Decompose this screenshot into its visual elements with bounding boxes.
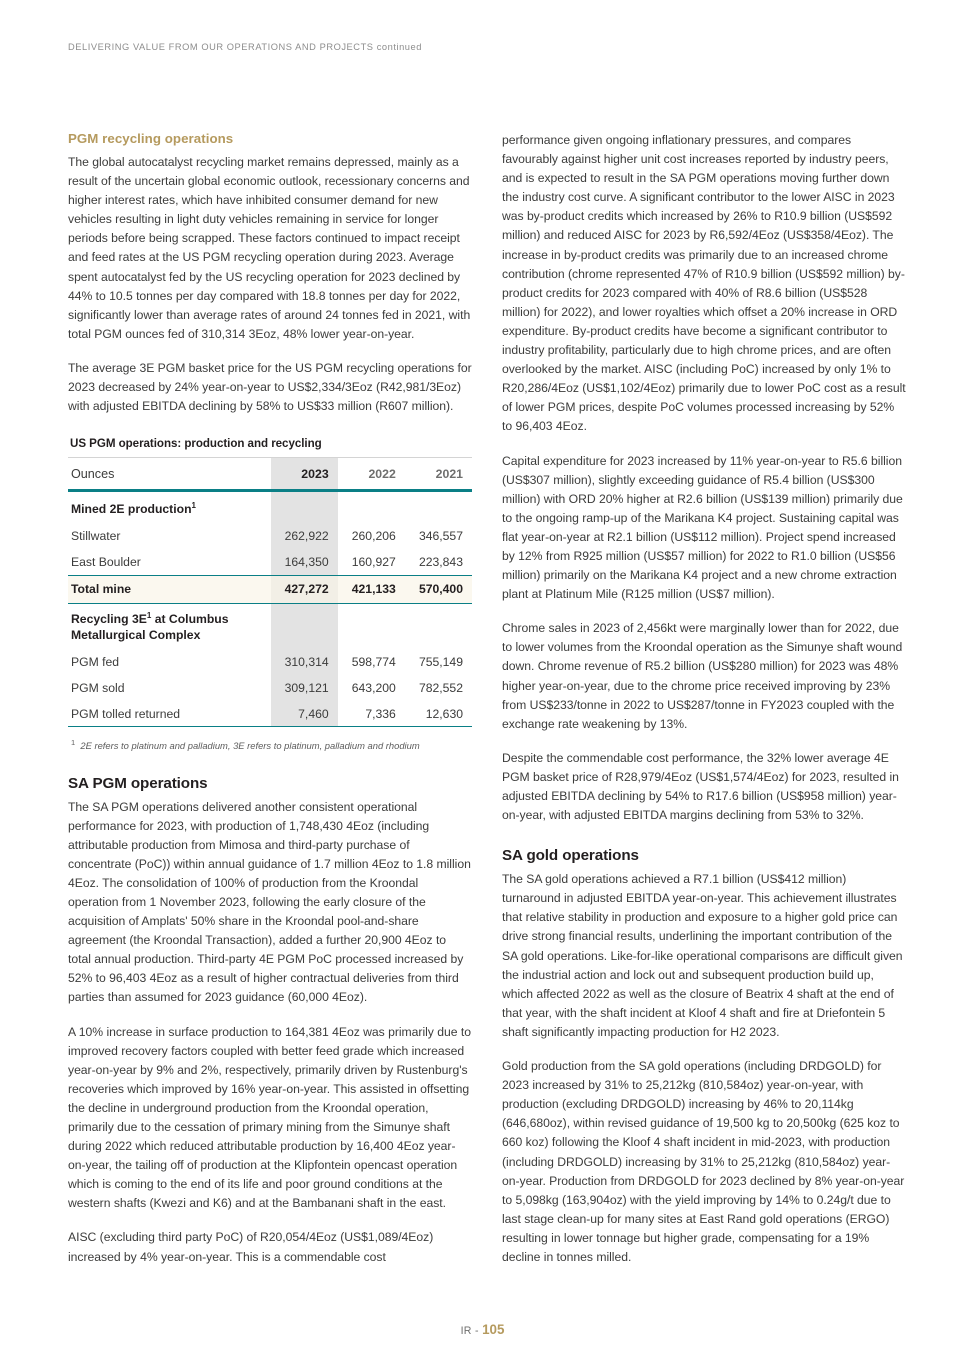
table-row [68, 549, 472, 575]
page-footer [0, 1322, 965, 1337]
table-row-total-mine [68, 575, 472, 603]
group-label-line1-rest: at Columbus [151, 612, 229, 627]
cell-pgm-fed-2023: 310,314 [271, 650, 338, 676]
paragraph-sa-gold-production: Gold production from the SA gold operations (including DRDGOLD) for 2023 increased by 31% to 25,212kg (810,584oz) year-on-year, with production (excluding DRDGOLD) increasing by 46% to 20,114kg (646,680oz), within revised guidance of 19,500 kg to 20,500kg (625 koz to 660 koz) following the Kloof 4 shaft incident in mid-2023, with production (including DRDGOLD) increasing by 31% to 25,212kg (810,584oz) year-on-year. Production from DRDGOLD for 2023 declined by 8% year-on-year to 5,098kg (163,904oz) with the yield improving by 14% to 0.24g/t due to last stage clean-up for many sites at East Rand gold operations (ERGO) resulting in lower tonnage but higher grade, compensating for a 19% decline in tonnes milled. [502, 1059, 905, 1264]
cell-total-mine-2021: 570,400 [405, 575, 472, 603]
cell-total-mine-2023: 427,272 [271, 575, 338, 603]
cell-pgm-sold-2022: 643,200 [351, 680, 396, 695]
paragraph-chrome-sales: Chrome sales in 2023 of 2,456kt were marginally lower than for 2022, due to lower volumes from the Kroondal operation as the Simunye shaft wound down. Chrome revenue of R5.2 billion (US$280 million) for 2023 was 48% higher year-on-year, due to the chrome price received improving by 23% from US$233/tonne in 2022 to US$287/tonne in FY2023 coupled with the exchange rate weakening by 13%. [502, 621, 903, 731]
paragraph-capital-expenditure: Capital expenditure for 2023 increased by 11% year-on-year to R5.6 billion (US$307 million), slightly exceeding guidance of R5.4 billion (US$300 million) with ORD 20% higher at R2.6 billion (US$139 million) primarily due to the ongoing ramp-up of the Marikana K4 project. Sustaining capital was flat year-on-year at R2.1 billion (US$112 million). Project spend increased by 12% from R925 million (US$57 million) for 2022 to R1.0 billion (US$56 million) primarily on the Marikana K4 project and a new chrome extraction plant at Platinum Mile (R125 million (US$7 million). [502, 453, 903, 602]
group-spacer [338, 603, 405, 650]
cell-stillwater-2023: 262,922 [271, 523, 338, 549]
heading-sa-gold-operations: SA gold operations [502, 847, 639, 865]
row-label-east-boulder: East Boulder [71, 554, 141, 569]
group-spacer [405, 603, 472, 650]
group-label-line1-text: Recycling 3E [71, 612, 147, 627]
table-header-year-2022: 2022 [368, 466, 396, 481]
left-column [68, 131, 472, 1267]
heading-sa-pgm-operations: SA PGM operations [68, 774, 208, 792]
cell-pgm-tolled-returned-2021: 12,630 [405, 701, 472, 727]
group-label [68, 492, 271, 524]
cell-pgm-sold-2021: 782,552 [418, 680, 463, 695]
table-title: US PGM operations: production and recycling [70, 437, 322, 451]
table-header-row [68, 458, 472, 490]
table-header-year-2021: 2021 [435, 466, 463, 481]
group-spacer [405, 492, 472, 524]
footnote-marker: 1 [146, 611, 152, 621]
paragraph-sa-gold-turnaround: The SA gold operations achieved a R7.1 billion (US$412 million) turnaround in adjusted EBITDA year-on-year. This achievement illustrates that relative stability in production and exposure to a higher gold price can drive strong financial results, underlining the important contribution of the SA gold operations. Like-for-like operational comparisons are difficult given the industrial action and lock out and subsequent production build up, which affected 2022 as well as the closure of Beatrix 4 shaft at the end of that year, with the shaft incident at Kloof 4 shaft and fire at Driefontein 5 shaft significantly impacting production for H2 2023. [502, 872, 903, 1039]
cell-total-mine-2022: 421,133 [338, 575, 405, 603]
table-body [68, 492, 472, 727]
table-header-ounces: Ounces [71, 466, 115, 481]
table-row [68, 701, 472, 727]
table-group-recycling-columbus [68, 603, 472, 650]
group-label-line1 [71, 612, 271, 628]
cell-pgm-fed-2021: 755,149 [418, 655, 463, 670]
row-label-pgm-tolled-returned: PGM tolled returned [68, 701, 271, 727]
row-label-stillwater: Stillwater [71, 529, 121, 544]
cell-stillwater-2021: 346,557 [418, 529, 463, 544]
us-pgm-operations-table-block [68, 437, 472, 752]
paragraph-adjusted-ebitda: Despite the commendable cost performance, the 32% lower average 4E PGM basket price of R28,979/4Eoz (US$1,574/4Eoz) for 2023, resulted in adjusted EBITDA declining by 54% to R17.6 billion (US$958 million) year-on-year, with adjusted EBITDA margins declining from 53% to 32%. [502, 750, 899, 823]
footer-prefix: IR - [460, 1325, 479, 1337]
table-header [68, 458, 472, 492]
row-label-pgm-fed: PGM fed [71, 655, 120, 670]
running-header: DELIVERING VALUE FROM OUR OPERATIONS AND PROJECTS continued [68, 42, 422, 52]
cell-pgm-fed-2022: 598,774 [351, 655, 396, 670]
table-header-year-2023: 2023 [271, 458, 338, 490]
group-spacer [271, 603, 338, 650]
footnote-marker: 1 [71, 738, 76, 748]
paragraph-sa-pgm-production: The SA PGM operations delivered another consistent operational performance for 2023, with production of 1,748,430 4Eoz (including attributable production from Mimosa and third-party purchase of concentrate (PoC)) within annual guidance of 1.7 million 4Eoz to 1.8 million 4Eoz. The consolidation of 100% of production from the Kroondal operation from 1 November 2023, following the early closure of the acquisition of Amplats' 50% share in the Kroondal pool-and-share agreement (the Kroondal Transaction), added a further 20,900 4Eoz to total annual production. Third-party 4E PGM PoC processed increased by 52% to 96,403 4Eoz as a result of higher contractual deliveries from third parties than assumed for 2023 guidance (60,000 4Eoz). [68, 799, 471, 1005]
page-number: 105 [482, 1322, 505, 1337]
cell-east-boulder-2023: 164,350 [271, 549, 338, 575]
paragraph-recycling-market: The global autocatalyst recycling market remains depressed, mainly as a result of the uncertain global economic outlook, recessionary concerns and higher interest rates, which have inhibited consumer demand for new vehicles resulting in light duty vehicles remaining in service for longer periods before being scrapped. These factors continued to impact receipt and feed rates at the US PGM recycling operation during 2023. Average spent autocatalyst fed by the US recycling operation for 2023 declined by 44% to 10.5 tonnes per day compared with 18.8 tonnes per day for 2022, significantly lower than average rates of around 24 tonnes fed in 2021, with total PGM ounces fed of 310,314 3Eoz, 48% lower year-on-year. [68, 155, 471, 341]
table-group-mined-2e-production [68, 492, 472, 524]
group-spacer [271, 492, 338, 524]
row-label-pgm-sold: PGM sold [71, 680, 125, 695]
table-row [68, 650, 472, 676]
paragraph-sa-pgm-surface-production: A 10% increase in surface production to 164,381 4Eoz was primarily due to improved recovery factors coupled with better feed grade which increased year-on-year by 9% and 2%, respectively, primarily driven by Rustenburg's recoveries which improved by 16% year-on-year. This assisted in offsetting the decline in underground production from the Kroondal operation, primarily due to the cessation of primary mining from the Simunye shaft during 2022 which reduced attributable production by 16,400 4Eoz year-on-year, the tailing off of production at the Klipfontein opencast operation which is coming to the end of its life and poor ground conditions at the western shafts (Kwezi and K6) and at the Bambanani shaft in the east. [68, 1024, 471, 1211]
paragraph-sa-pgm-aisc: AISC (excluding third party PoC) of R20,054/4Eoz (US$1,089/4Eoz) increased by 4% year-on-year. This is a commendable cost [68, 1230, 434, 1264]
cell-stillwater-2022: 260,206 [351, 529, 396, 544]
paragraph-cost-performance: performance given ongoing inflationary pressures, and compares favourably against higher unit cost increases reported by industry peers, and is expected to result in the SA PGM operations moving further down the industry cost curve. A significant contributor to the lower AISC in 2023 was by-product credits which increased by 26% to R10.9 billion (US$592 million) and reduced AISC for 2023 by R6,592/4Eoz (US$358/4Eoz). The increase in by-product credits was primarily due to an increased chrome contribution (chrome represented 47% of R10.9 billion (US$592 million) by-product credits for 2023 compared with 40% of R8.6 billion (US$528 million) for 2022), and lower royalties which offset a 20% increase in ORD expenditure. By-product credits have become a significant contributor to industry profitability, particularly due to high chrome prices, and are often overlooked by the market. AISC (including PoC) increased by only 1% to R20,286/4Eoz (US$1,102/4Eoz) primarily due to lower PoC cost as a result of lower PGM prices, despite PoC volumes processed increasing by 52% to 96,403 4Eoz. [502, 133, 906, 434]
cell-pgm-tolled-returned-2022: 7,336 [338, 701, 405, 727]
two-column-body [68, 131, 906, 1267]
right-column [502, 131, 906, 1267]
cell-east-boulder-2022: 160,927 [351, 554, 396, 569]
paragraph-recycling-basket-price: The average 3E PGM basket price for the US PGM recycling operations for 2023 decreased by 24% year-on-year to US$2,334/3Eoz (R42,981/3Eoz) with adjusted EBITDA declining by 58% to US$33 million (R607 million). [68, 360, 472, 414]
heading-pgm-recycling-operations: PGM recycling operations [68, 131, 234, 146]
cell-pgm-tolled-returned-2023: 7,460 [271, 701, 338, 727]
row-label-total-mine: Total mine [68, 575, 271, 603]
group-spacer [338, 492, 405, 524]
group-label [68, 603, 271, 650]
footnote-text: 2E refers to platinum and palladium, 3E refers to platinum, palladium and rhodium [80, 740, 420, 752]
us-pgm-operations-table [68, 457, 472, 727]
table-row [68, 523, 472, 549]
group-label-text: Mined 2E production [71, 501, 192, 516]
cell-pgm-sold-2023: 309,121 [271, 675, 338, 701]
table-row [68, 675, 472, 701]
cell-east-boulder-2021: 223,843 [418, 554, 463, 569]
footnote-marker: 1 [191, 500, 196, 510]
group-label-line2: Metallurgical Complex [71, 627, 201, 642]
table-footnote [68, 736, 472, 752]
